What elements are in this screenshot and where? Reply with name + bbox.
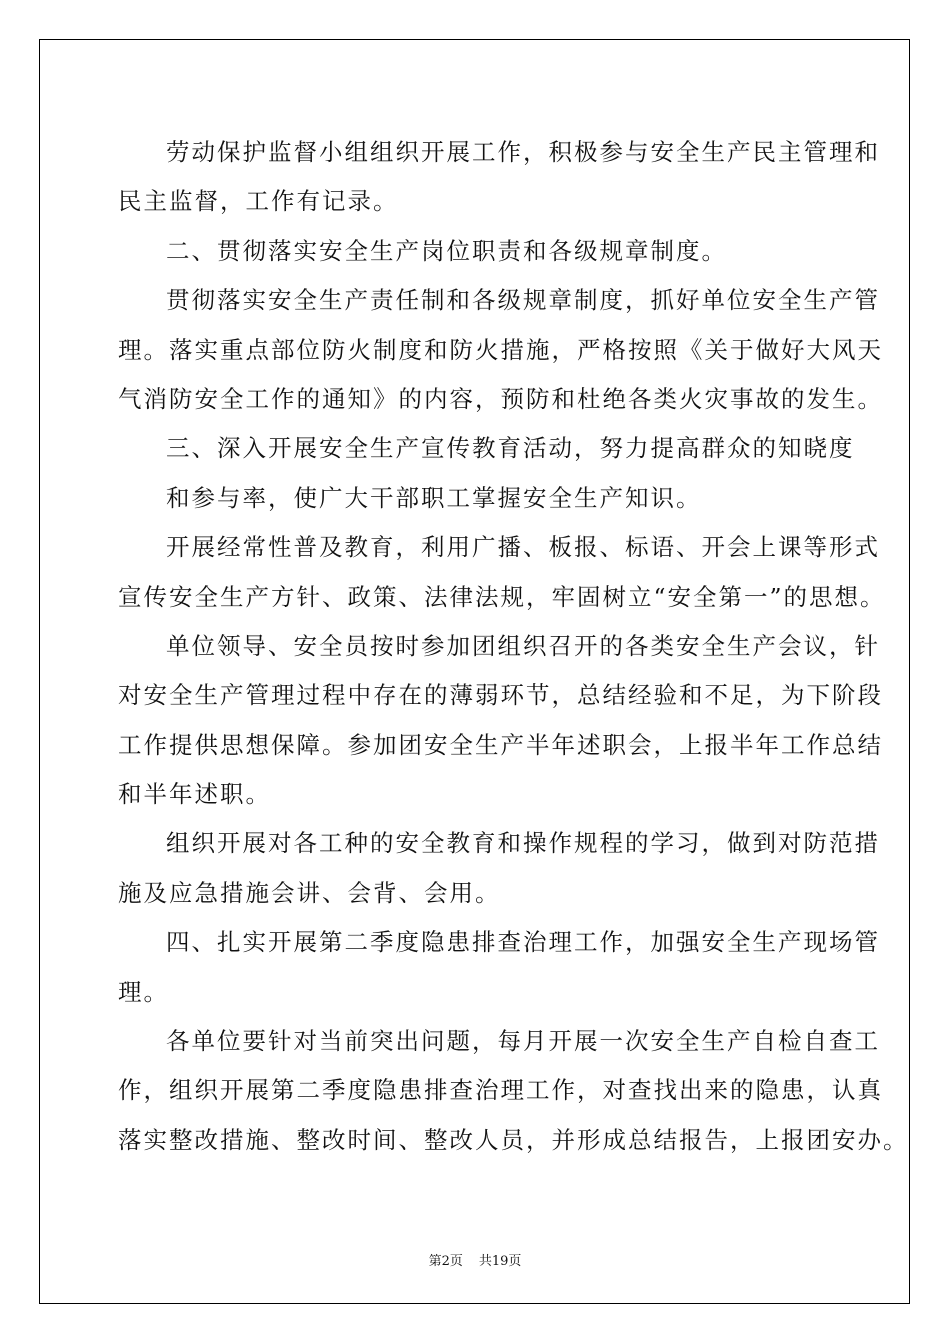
text-line: 气消防安全工作的通知》的内容，预防和杜绝各类火灾事故的发生。 bbox=[118, 384, 883, 413]
page-number: 第2页 bbox=[428, 1254, 463, 1269]
text-line: 民主监督，工作有记录。 bbox=[118, 187, 399, 216]
text-line: 和半年述职。 bbox=[118, 780, 271, 809]
text-line: 对安全生产管理过程中存在的薄弱环节，总结经验和不足，为下阶段 bbox=[118, 681, 883, 710]
text-line: 理。落实重点部位防火制度和防火措施，严格按照《关于做好大风天 bbox=[118, 335, 883, 364]
document-body bbox=[118, 128, 909, 1165]
text-line: 二、贯彻落实安全生产岗位职责和各级规章制度。 bbox=[166, 236, 727, 265]
text-line: 和参与率，使广大干部职工掌握安全生产知识。 bbox=[166, 483, 702, 512]
text-line: 单位领导、安全员按时参加团组织召开的各类安全生产会议，针 bbox=[166, 631, 880, 660]
text-line: 贯彻落实安全生产责任制和各级规章制度，抓好单位安全生产管 bbox=[166, 286, 880, 315]
text-line: 三、深入开展安全生产宣传教育活动，努力提高群众的知晓度 bbox=[166, 434, 855, 463]
text-line: 工作提供思想保障。参加团安全生产半年述职会，上报半年工作总结 bbox=[118, 730, 883, 759]
text-line: 劳动保护监督小组组织开展工作，积极参与安全生产民主管理和 bbox=[166, 138, 880, 166]
text-line: 各单位要针对当前突出问题，每月开展一次安全生产自检自查工 bbox=[166, 1027, 880, 1056]
text-line: 施及应急措施会讲、会背、会用。 bbox=[118, 878, 501, 907]
text-line: 落实整改措施、整改时间、整改人员，并形成总结报告，上报团安办。 bbox=[118, 1125, 909, 1154]
text-line: 宣传安全生产方针、政策、法律法规，牢固树立“安全第一”的思想。 bbox=[118, 582, 886, 611]
text-line: 组织开展对各工种的安全教育和操作规程的学习，做到对防范措 bbox=[166, 829, 880, 858]
page-total: 共19页 bbox=[478, 1254, 522, 1269]
text-line: 作，组织开展第二季度隐患排查治理工作，对查找出来的隐患，认真 bbox=[118, 1076, 883, 1105]
page-footer bbox=[0, 1250, 950, 1269]
text-line: 理。 bbox=[118, 977, 169, 1006]
text-line: 开展经常性普及教育，利用广播、板报、标语、开会上课等形式 bbox=[166, 533, 880, 562]
text-line: 四、扎实开展第二季度隐患排查治理工作，加强安全生产现场管 bbox=[166, 928, 880, 957]
